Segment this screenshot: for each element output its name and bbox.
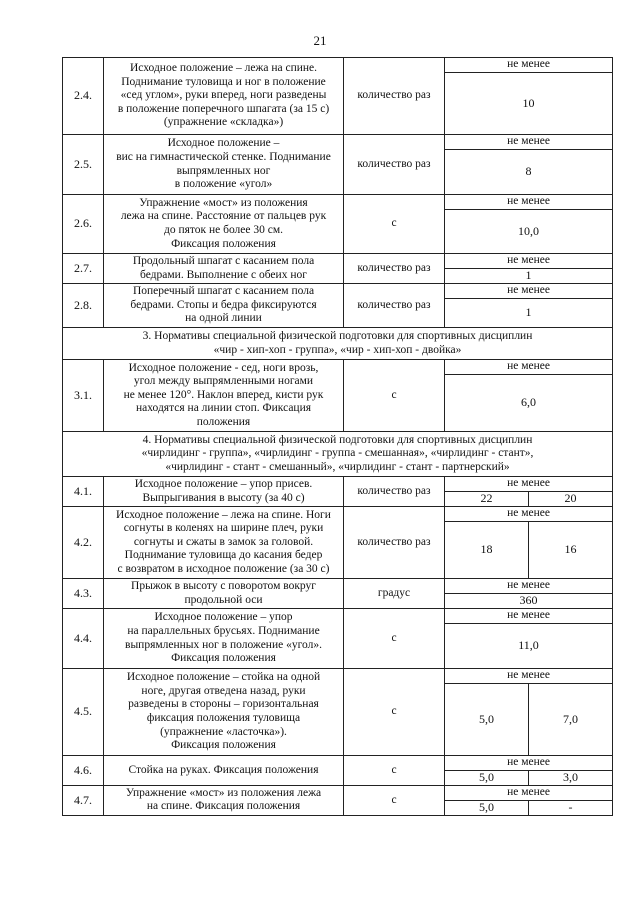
unit-cell: с (344, 756, 445, 786)
row-number: 3.1. (63, 360, 104, 432)
table-row (63, 135, 613, 150)
row-number: 4.5. (63, 669, 104, 756)
unit-cell: градус (344, 579, 445, 609)
norm-value-2: - (529, 801, 613, 816)
table-row (63, 609, 613, 624)
desc-line: (упражнение «складка») (163, 116, 284, 129)
page-number: 21 (313, 33, 327, 48)
norm-value: 1 (445, 269, 613, 284)
min-label: не менее (445, 360, 613, 375)
norm-value: 10 (445, 73, 613, 135)
norm-value-2: 7,0 (529, 684, 613, 756)
table-row (63, 786, 613, 801)
exercise-description (104, 609, 344, 669)
min-label: не менее (445, 609, 613, 624)
table-row (63, 284, 613, 299)
min-label: не менее (445, 579, 613, 594)
table-row (63, 507, 613, 522)
table-row (63, 477, 613, 492)
desc-line: Выпрыгивания в высоту (за 40 с) (142, 491, 305, 504)
table-row (63, 58, 613, 73)
desc-line: Исходное положение – стойка на одной (126, 671, 321, 684)
exercise-description (104, 195, 344, 254)
unit-cell: количество раз (344, 284, 445, 328)
norm-value: 360 (445, 594, 613, 609)
unit-cell: количество раз (344, 135, 445, 195)
section-heading-row (63, 432, 613, 477)
desc-line: в положение «угол» (174, 178, 273, 191)
min-label: не менее (445, 477, 613, 492)
norm-value: 10,0 (445, 210, 613, 254)
table-row (63, 254, 613, 269)
desc-line: не менее 120°. Наклон вперед, кисти рук (123, 388, 324, 401)
desc-line: угол между выпрямленными ногами (133, 375, 314, 388)
min-label: не менее (445, 58, 613, 73)
unit-cell: количество раз (344, 254, 445, 284)
heading-line: 4. Нормативы специальной физической подготовки для спортивных дисциплин (142, 433, 533, 446)
row-number: 4.6. (63, 756, 104, 786)
exercise-description (104, 360, 344, 432)
desc-line: продольной оси (184, 593, 263, 606)
desc-line: Исходное положение – упор (154, 611, 293, 624)
exercise-description (104, 135, 344, 195)
desc-line: фиксация положения туловища (146, 712, 301, 724)
norms-table (62, 57, 613, 816)
desc-line: Фиксация положения (171, 652, 276, 665)
exercise-description (104, 669, 344, 756)
desc-line: находятся на линии стоп. Фиксация (135, 402, 312, 415)
norm-value-1: 18 (445, 522, 529, 579)
desc-line: Поднимание туловища до касания бедер (124, 549, 323, 562)
desc-line: на спине. Фиксация положения (146, 800, 301, 813)
desc-line: «сед углом», руки вперед, ноги разведены (120, 89, 327, 102)
min-label: не менее (445, 786, 613, 801)
exercise-description (104, 756, 344, 786)
desc-line: Исходное положение – лежа на спине. Ноги (116, 508, 331, 521)
unit-cell: количество раз (344, 477, 445, 507)
desc-line: согнуты в коленях на ширине плеч, руки (123, 522, 324, 535)
section-heading-row (63, 328, 613, 360)
desc-line: выпрямленных ног в положение «угол». (125, 638, 322, 651)
row-number: 2.6. (63, 195, 104, 254)
section-heading (63, 432, 613, 477)
desc-line: ноге, другая отведена назад, руки (141, 684, 306, 697)
norm-value: 6,0 (445, 375, 613, 432)
table-row (63, 669, 613, 684)
norm-value: 8 (445, 150, 613, 195)
min-label: не менее (445, 669, 613, 684)
desc-line: Упражнение «мост» из положения лежа (125, 786, 322, 799)
desc-line: до пяток не более 30 см. (163, 224, 284, 236)
desc-line: лежа на спине. Расстояние от пальцев рук (120, 210, 327, 223)
desc-line: согнуты и сжаты в замок за головой. (133, 535, 314, 548)
desc-line: положения (196, 415, 251, 428)
table-row (63, 579, 613, 594)
desc-line: с возвратом в исходное положение (за 30 с) (117, 562, 330, 575)
exercise-description (104, 477, 344, 507)
min-label: не менее (445, 135, 613, 150)
row-number: 4.2. (63, 507, 104, 579)
desc-line: в положение поперечного шпагата (за 15 с) (117, 102, 330, 115)
desc-line: Прыжок в высоту с поворотом вокруг (131, 579, 316, 592)
exercise-description (104, 254, 344, 284)
desc-line: бедрами. Выполнение с обеих ног (140, 268, 307, 281)
exercise-description (104, 579, 344, 609)
unit-cell: с (344, 786, 445, 816)
heading-line: «чир - хип-хоп - группа», «чир - хип-хоп - двойка» (213, 343, 462, 356)
desc-line: Фиксация положения (171, 237, 276, 250)
row-number: 4.3. (63, 579, 104, 609)
norm-value-1: 5,0 (445, 684, 529, 756)
row-number: 2.5. (63, 135, 104, 195)
min-label: не менее (445, 284, 613, 299)
desc-line: Поднимание туловища и ног в положение (121, 75, 326, 88)
unit-cell: количество раз (344, 507, 445, 579)
desc-line: Исходное положение – лежа на спине. (129, 62, 318, 75)
desc-line: бедрами. Стопы и бедра фиксируются (130, 298, 317, 311)
desc-line: выпрямленных ног (176, 164, 271, 177)
desc-line: вис на гимнастической стенке. Поднимание (116, 150, 331, 163)
min-label: не менее (445, 507, 613, 522)
desc-line: Исходное положение – (167, 137, 280, 150)
heading-line: 3. Нормативы специальной физической подготовки для спортивных дисциплин (142, 329, 533, 342)
exercise-description (104, 786, 344, 816)
norm-value-1: 5,0 (445, 771, 529, 786)
min-label: не менее (445, 254, 613, 269)
norm-value: 1 (445, 299, 613, 328)
norm-value-1: 5,0 (445, 801, 529, 816)
unit-cell: с (344, 609, 445, 669)
heading-line: «чирлидинг - группа», «чирлидинг - группа - смешанная», «чирлидинг - стант», (141, 447, 534, 460)
desc-line: на одной линии (185, 312, 262, 325)
row-number: 4.4. (63, 609, 104, 669)
table-row (63, 360, 613, 375)
unit-cell: с (344, 360, 445, 432)
unit-cell: с (344, 195, 445, 254)
exercise-description (104, 507, 344, 579)
row-number: 4.1. (63, 477, 104, 507)
unit-cell: количество раз (344, 58, 445, 135)
desc-line: Поперечный шпагат с касанием пола (132, 285, 315, 298)
desc-line: на параллельных брусьях. Поднимание (127, 624, 320, 637)
desc-line: Исходное положение – упор присев. (134, 477, 313, 490)
row-number: 4.7. (63, 786, 104, 816)
exercise-description (104, 58, 344, 135)
desc-line: (упражнение «ласточка»). (160, 725, 287, 738)
norm-value-2: 16 (529, 522, 613, 579)
norm-value-2: 20 (529, 492, 613, 507)
section-heading (63, 328, 613, 360)
table-row (63, 756, 613, 771)
desc-line: Фиксация положения (171, 739, 276, 752)
min-label: не менее (445, 195, 613, 210)
unit-cell: с (344, 669, 445, 756)
exercise-description (104, 284, 344, 328)
desc-line: разведены в стороны – горизонтальная (128, 698, 319, 711)
table-row (63, 195, 613, 210)
desc-line: Продольный шпагат с касанием пола (132, 254, 315, 267)
row-number: 2.7. (63, 254, 104, 284)
norm-value-1: 22 (445, 492, 529, 507)
row-number: 2.4. (63, 58, 104, 135)
desc-line: Упражнение «мост» из положения (139, 196, 308, 209)
norm-value: 11,0 (445, 624, 613, 669)
row-number: 2.8. (63, 284, 104, 328)
heading-line: «чирлидинг - стант - смешанный», «чирлидинг - стант - партнерский» (165, 460, 510, 473)
min-label: не менее (445, 756, 613, 771)
norm-value-2: 3,0 (529, 771, 613, 786)
desc-line: Исходное положение - сед, ноги врозь, (128, 361, 319, 374)
desc-line: Стойка на руках. Фиксация положения (128, 763, 319, 776)
